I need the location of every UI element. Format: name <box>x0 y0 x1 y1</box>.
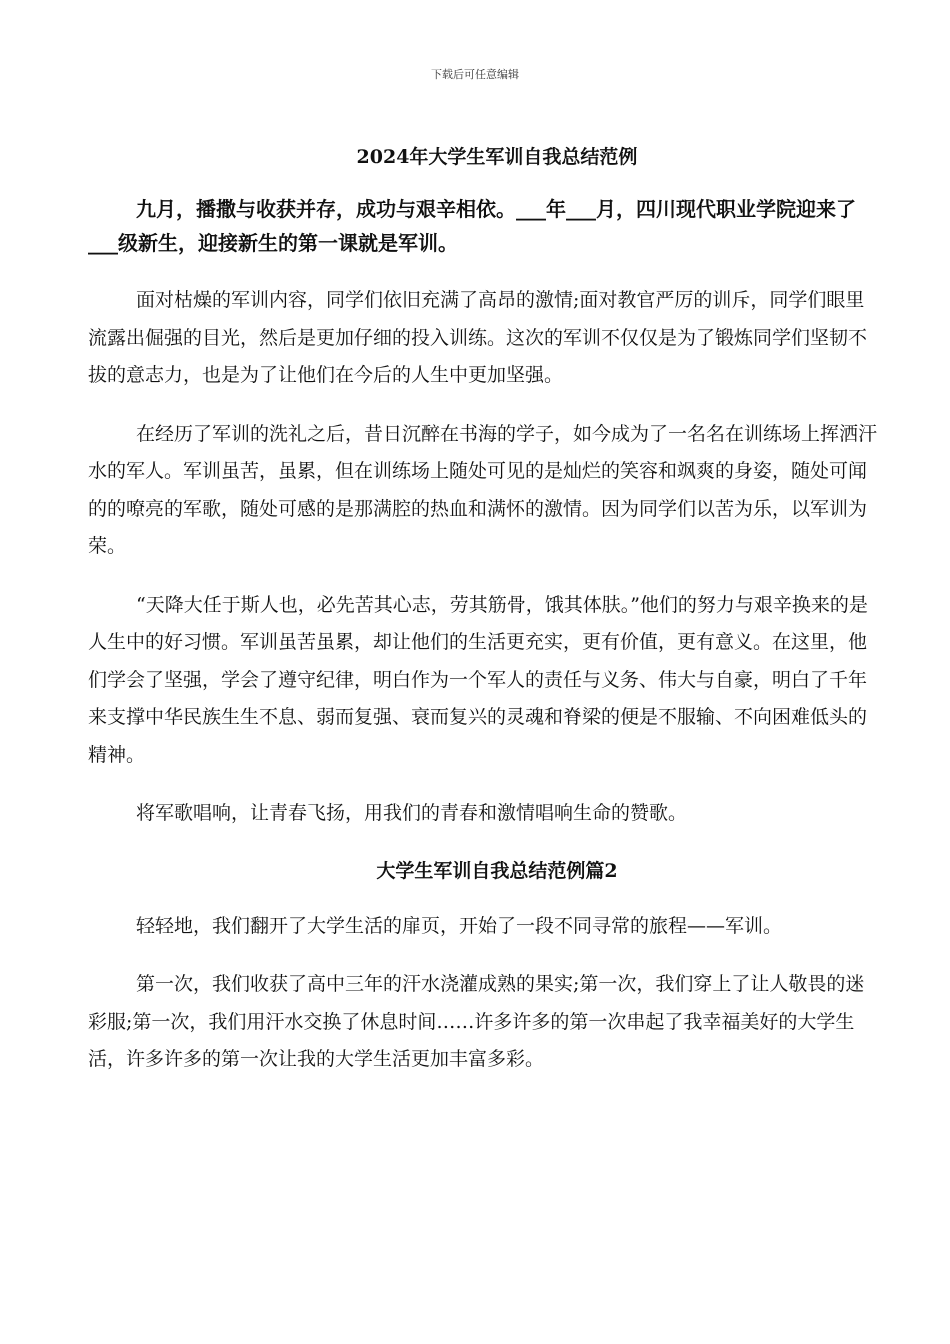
document-title: 2024年大学生军训自我总结范例 <box>356 146 638 168</box>
body-paragraph: 第一次，我们收获了高中三年的汗水浇灌成熟的果实;第一次，我们穿上了让人敬畏的迷彩服;第一次，我们用汗水交换了休息时间……许多许多的第一次串起了我幸福美好的大学生活，许多许多的第一次让我的大学生活更加丰富多彩。 <box>88 973 865 1070</box>
document-body <box>88 140 878 1100</box>
body-paragraph: 在经历了军训的洗礼之后，昔日沉醉在书海的学子，如今成为了一名名在训练场上挥洒汗水的军人。军训虽苦，虽累，但在训练场上随处可见的是灿烂的笑容和飒爽的身姿，随处可闻的的嘹亮的军歌，随处可感的是那满腔的热血和满怀的激情。因为同学们以苦为乐，以军训为荣。 <box>88 422 878 557</box>
section-subtitle: 大学生军训自我总结范例篇2 <box>376 859 618 882</box>
body-paragraph: 轻轻地，我们翻开了大学生活的扉页，开始了一段不同寻常的旅程——军训。 <box>136 914 783 937</box>
body-paragraph: 将军歌唱响，让青春飞扬，用我们的青春和激情唱响生命的赞歌。 <box>136 802 688 824</box>
page-header: 下载后可任意编辑 <box>431 68 519 81</box>
body-paragraph: 面对枯燥的军训内容，同学们依旧充满了高昂的激情;面对教官严厉的训斥，同学们眼里流露出倔强的目光，然后是更加仔细的投入训练。这次的军训不仅仅是为了锻炼同学们坚韧不拔的意志力，也是为了让他们在今后的人生中更加坚强。 <box>88 289 868 386</box>
body-paragraph: “天降大任于斯人也，必先苦其心志，劳其筋骨，饿其体肤。”他们的努力与艰辛换来的是人生中的好习惯。军训虽苦虽累，却让他们的生活更充实，更有价值，更有意义。在这里，他们学会了坚强，学会了遵守纪律，明白作为一个军人的责任与义务、伟大与自豪，明白了千年来支撑中华民族生生不息、弱而复强、衰而复兴的灵魂和脊梁的便是不服输、不向困难低头的精神。 <box>88 593 868 766</box>
intro-paragraph: 九月，播撒与收获并存，成功与艰辛相依。___年___月，四川现代职业学院迎来了___级新生，迎接新生的第一课就是军训。 <box>88 197 856 255</box>
